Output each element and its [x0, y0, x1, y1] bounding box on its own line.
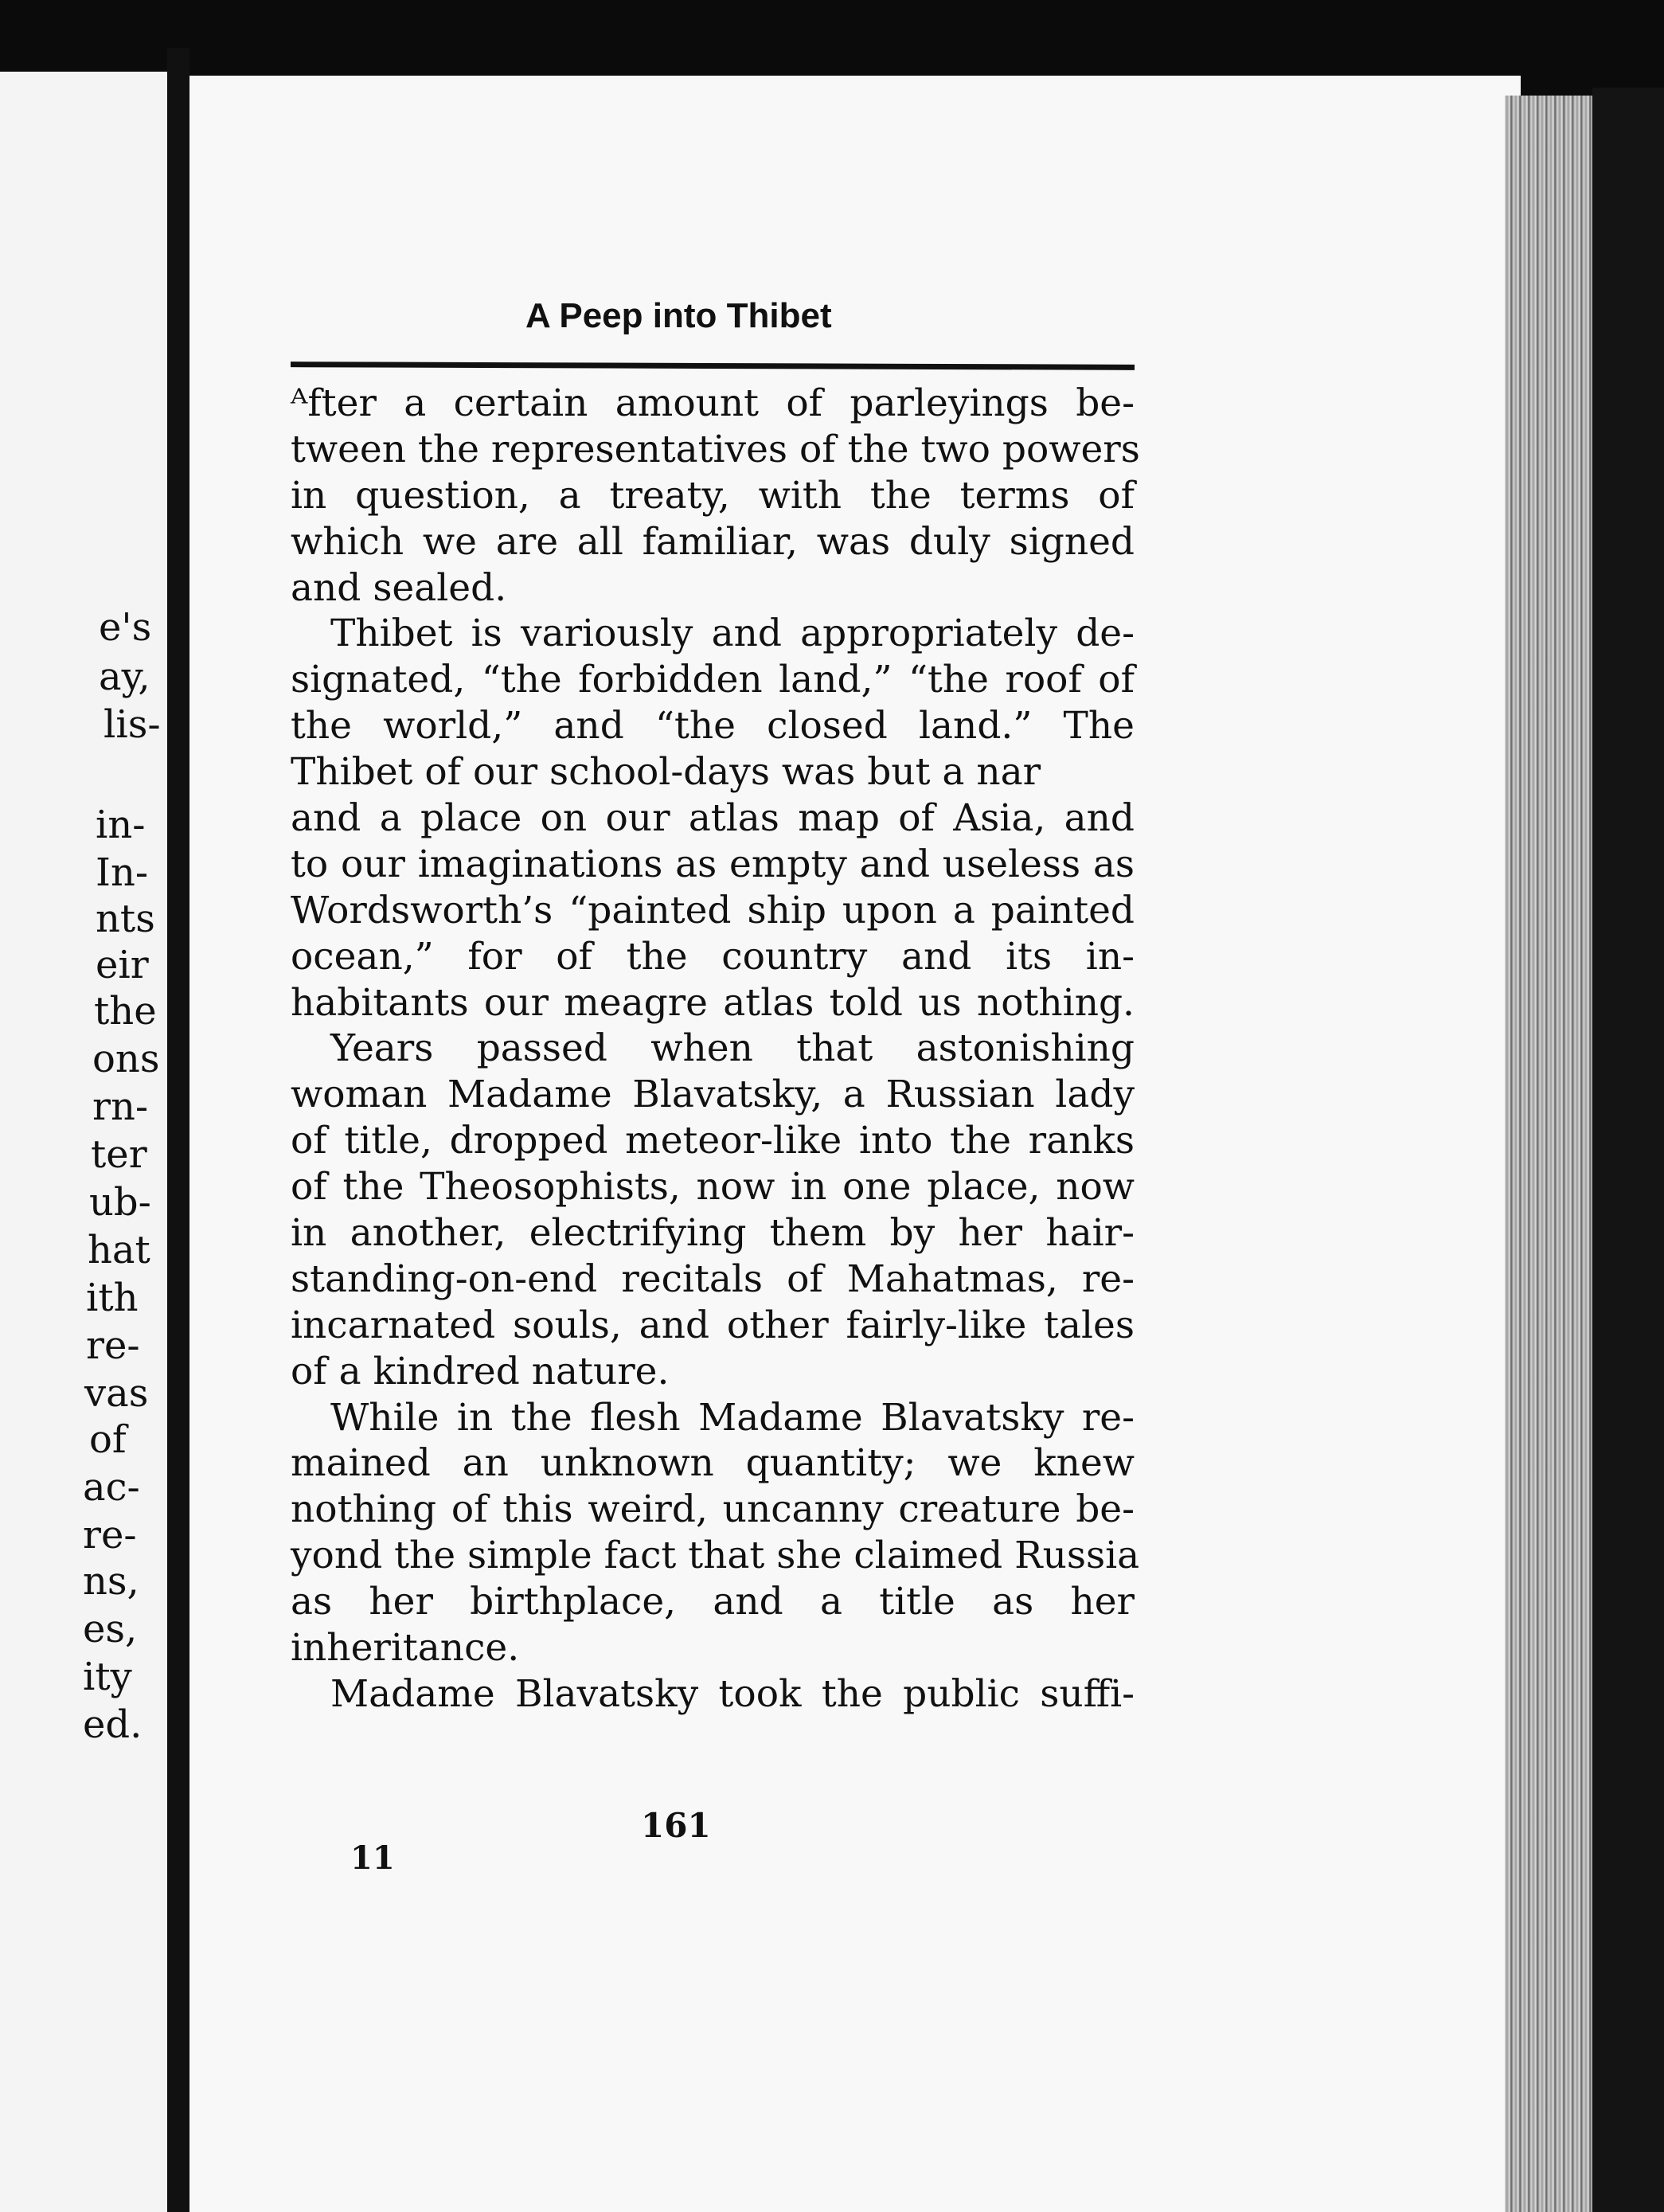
- page-edges: [1505, 96, 1592, 2212]
- text-line: of a kindred nature.: [291, 1349, 670, 1393]
- left-page-text-fragments: [0, 72, 167, 2212]
- book-gutter: [167, 48, 189, 2212]
- text-line: Thibet is variously and appropriately de-: [330, 612, 1135, 656]
- text-line: and sealed.: [291, 565, 507, 610]
- left-fragment: es,: [83, 1607, 138, 1651]
- left-fragment: ac-: [83, 1465, 140, 1510]
- left-fragment: hat: [88, 1228, 150, 1272]
- left-fragment: ith: [86, 1276, 139, 1320]
- text-line: woman Madame Blavatsky, a Russian lady: [291, 1073, 1135, 1117]
- text-line: Thibet of our school-days was but a nar: [291, 750, 1041, 795]
- left-fragment: ity: [83, 1655, 132, 1699]
- left-fragment: eir: [96, 943, 149, 987]
- left-fragment: vas: [84, 1371, 149, 1416]
- text-line: ocean,” for of the country and its in-: [291, 934, 1135, 979]
- text-line: the world,” and “the closed land.” The: [291, 704, 1135, 748]
- text-line: habitants our meagre atlas told us nothing.: [291, 980, 1135, 1025]
- left-fragment: re-: [86, 1323, 140, 1368]
- left-fragment: rn-: [92, 1085, 149, 1129]
- body-text: [291, 381, 1140, 1718]
- left-fragment: ub-: [89, 1180, 151, 1225]
- text-line: tween the representatives of the two powers: [291, 427, 1140, 471]
- text-line: yond the simple fact that she claimed Russia: [291, 1534, 1140, 1578]
- text-line: in another, electrifying them by her hair-: [291, 1211, 1135, 1256]
- left-fragment: of: [89, 1417, 127, 1462]
- left-page: [0, 72, 167, 2212]
- text-line: mained an unknown quantity; we knew: [291, 1441, 1135, 1486]
- page-number: 161: [641, 1806, 711, 1845]
- text-line: While in the flesh Madame Blavatsky re-: [330, 1395, 1135, 1440]
- text-line: as her birthplace, and a title as her: [291, 1580, 1135, 1624]
- text-line: which we are all familiar, was duly signed: [291, 519, 1135, 564]
- text-line: to our imaginations as empty and useless as: [291, 842, 1135, 886]
- signature-mark: 11: [350, 1839, 395, 1877]
- text-line: incarnated souls, and other fairly-like tales: [291, 1303, 1135, 1347]
- text-line: of title, dropped meteor-like into the ranks: [291, 1119, 1135, 1163]
- scan-border: [1592, 88, 1664, 2212]
- text-line: of the Theosophists, now in one place, now: [291, 1165, 1135, 1210]
- text-line: signated, “the forbidden land,” “the roof of: [291, 658, 1135, 702]
- left-fragment: In-: [96, 850, 149, 895]
- left-fragment: re-: [83, 1513, 137, 1557]
- text-line: Madame Blavatsky took the public suffi-: [330, 1671, 1135, 1716]
- text-line: Wordsworth’s “painted ship upon a painted: [291, 888, 1135, 932]
- text-line: in question, a treaty, with the terms of: [291, 473, 1135, 518]
- text-line: inheritance.: [291, 1626, 520, 1671]
- left-fragment: ed.: [83, 1702, 143, 1747]
- text-line: Years passed when that astonishing: [330, 1026, 1135, 1071]
- left-fragment: nts: [96, 897, 155, 941]
- left-fragment: in-: [96, 803, 146, 847]
- text-line: and a place on our atlas map of Asia, and: [291, 796, 1135, 841]
- left-fragment: ay,: [99, 655, 150, 699]
- text-line: nothing of this weird, uncanny creature be-: [291, 1487, 1135, 1532]
- left-fragment: ter: [91, 1132, 147, 1177]
- left-fragment: e's: [99, 605, 152, 650]
- text-line: ᴬfter a certain amount of parleyings be-: [291, 381, 1135, 425]
- left-fragment: ons: [92, 1037, 160, 1081]
- left-fragment: ns,: [83, 1559, 139, 1604]
- text-line: standing-on-end recitals of Mahatmas, re-: [291, 1256, 1135, 1301]
- running-head: A Peep into Thibet: [525, 296, 832, 335]
- left-fragment: lis-: [104, 702, 161, 747]
- left-fragment: the: [94, 989, 157, 1034]
